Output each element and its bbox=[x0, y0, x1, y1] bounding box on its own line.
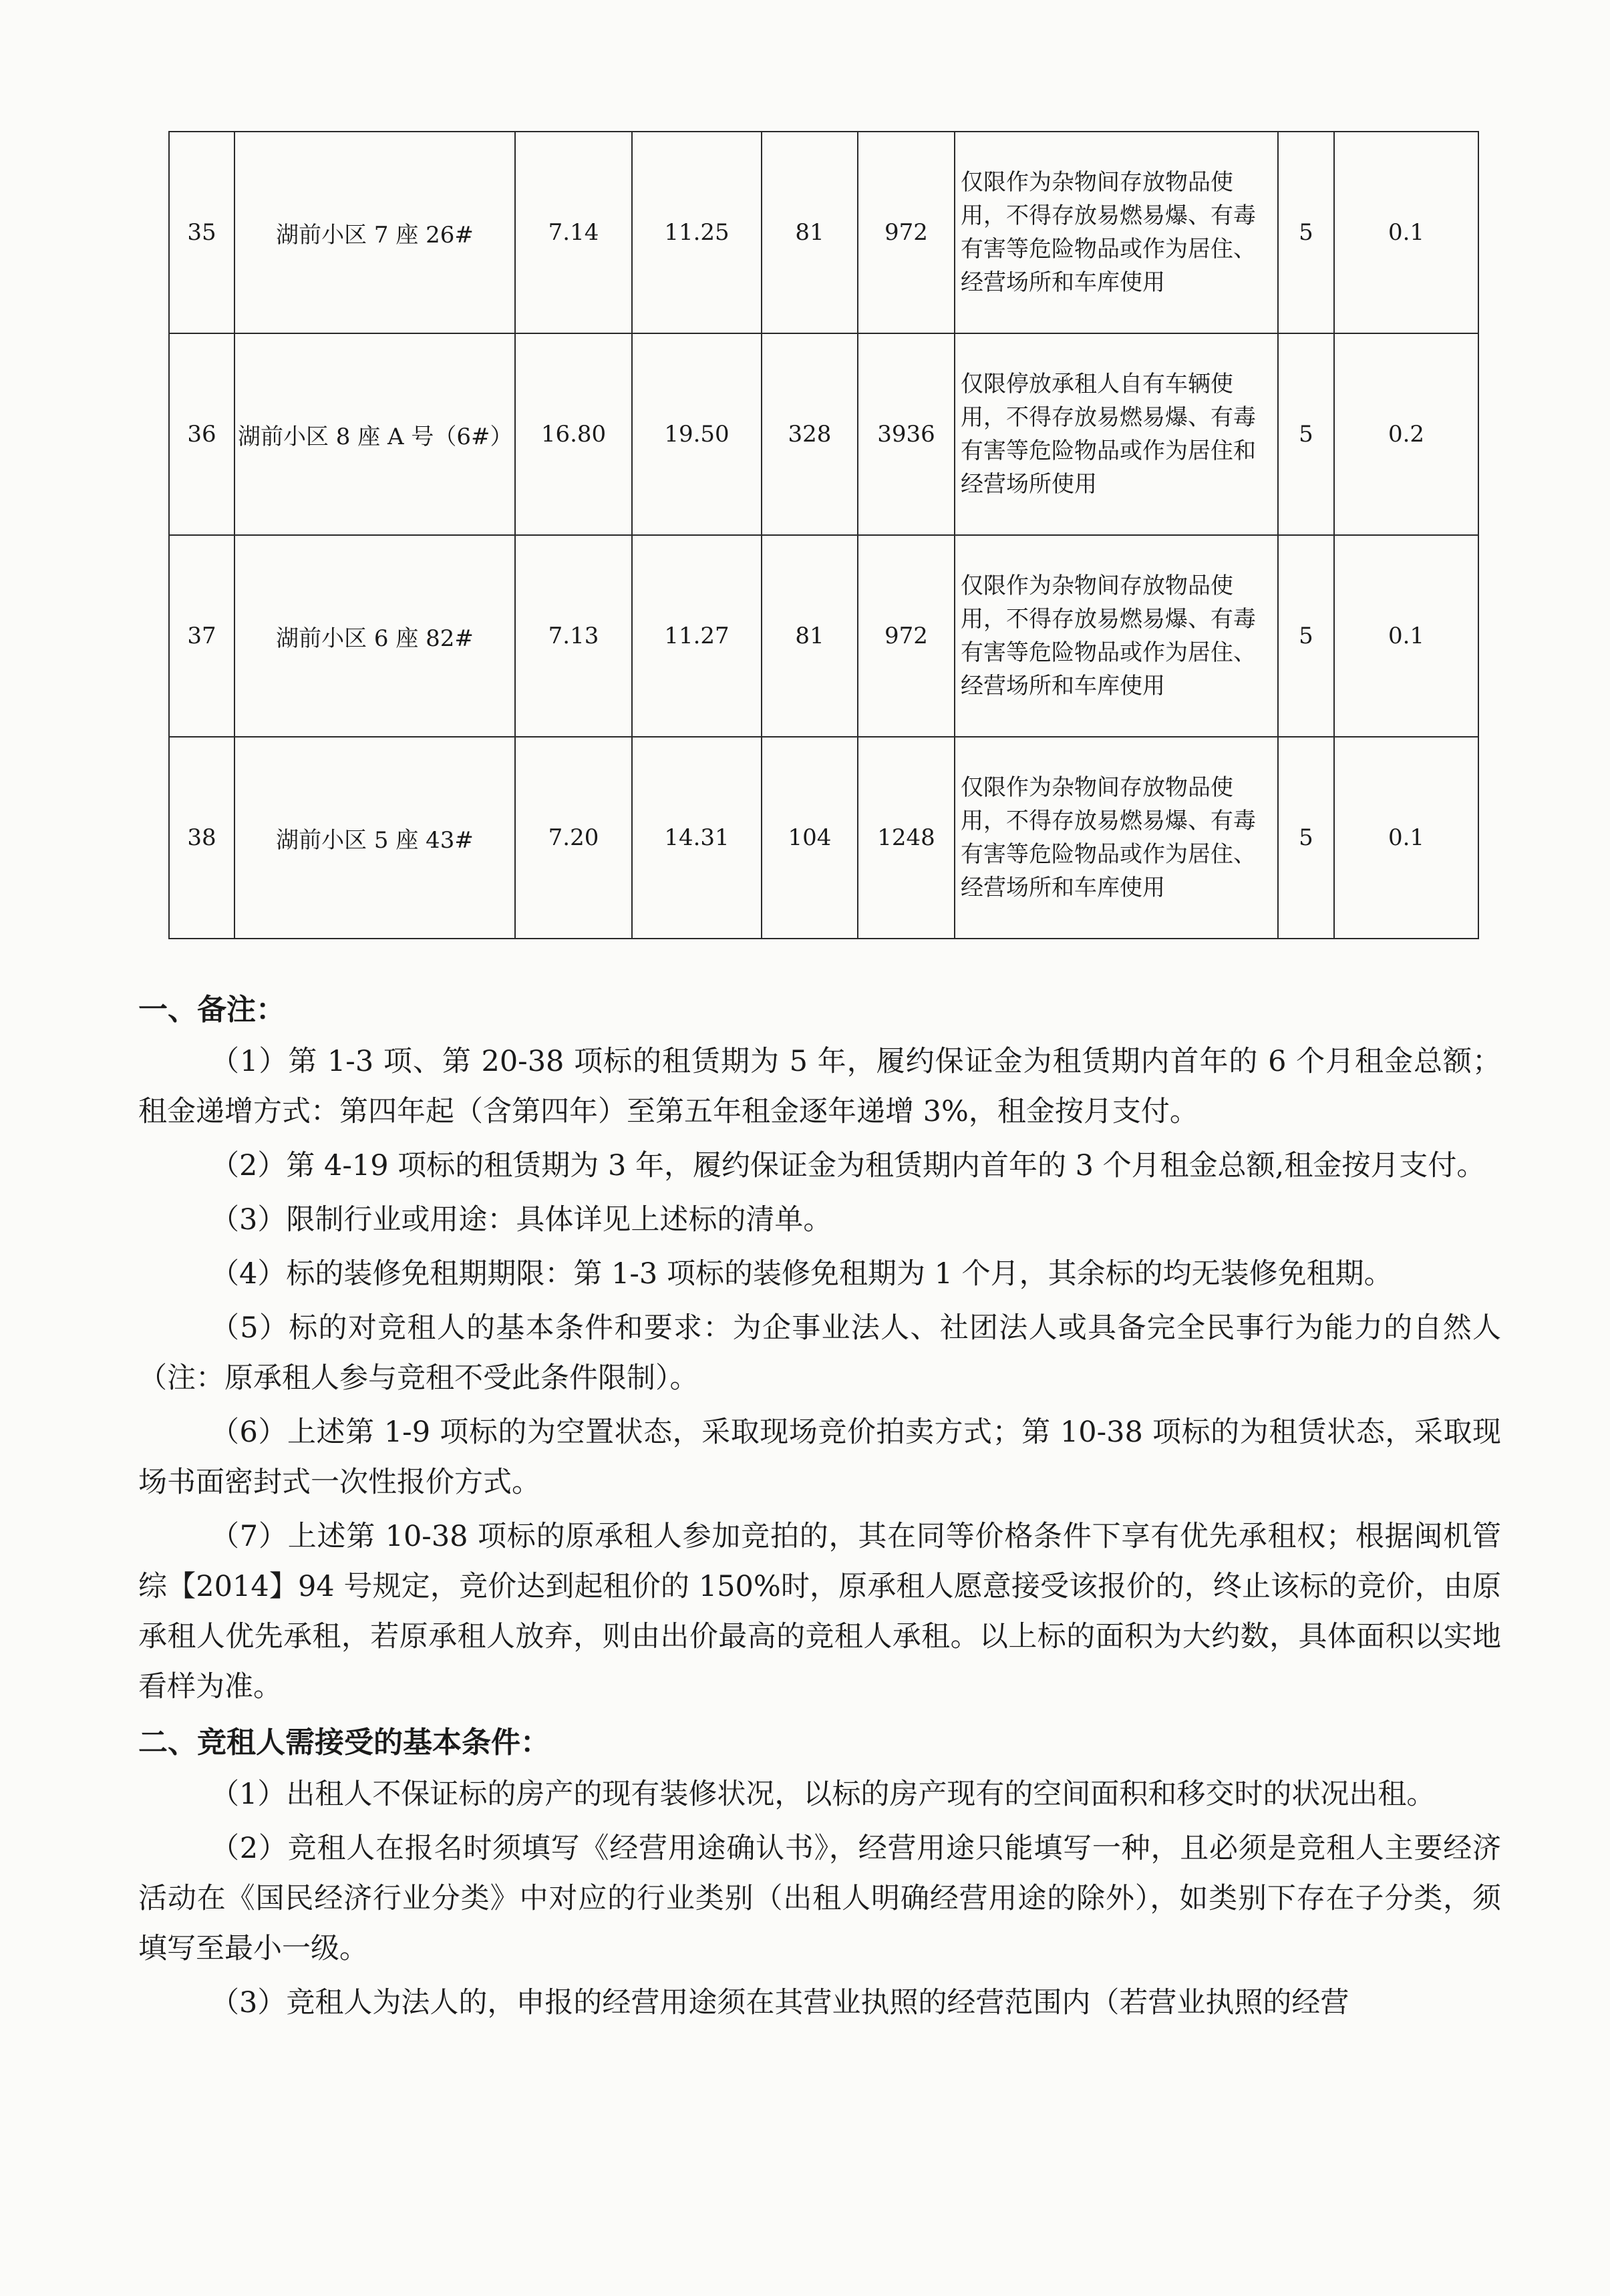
cell-value: 972 bbox=[858, 535, 955, 737]
cell-value: 14.31 bbox=[632, 737, 762, 939]
cell-no: 35 bbox=[169, 132, 234, 333]
cell-use: 仅限作为杂物间存放物品使用，不得存放易燃易爆、有毒有害等危险物品或作为居住、经营场所和车库使用 bbox=[955, 737, 1278, 939]
cell-location: 湖前小区 8 座 A 号（6#） bbox=[234, 333, 515, 535]
cell-value: 5 bbox=[1278, 333, 1334, 535]
cell-value: 0.1 bbox=[1334, 535, 1478, 737]
cell-value: 11.25 bbox=[632, 132, 762, 333]
cell-value: 328 bbox=[762, 333, 858, 535]
cell-value: 104 bbox=[762, 737, 858, 939]
cell-value: 7.13 bbox=[515, 535, 632, 737]
cell-value: 81 bbox=[762, 132, 858, 333]
note-paragraph: （1）第 1-3 项、第 20-38 项标的租赁期为 5 年，履约保证金为租赁期内首年的 6 个月租金总额；租金递增方式：第四年起（含第四年）至第五年租金逐年递增 3%，租金按月支付。 bbox=[138, 1045, 1501, 1128]
table-row bbox=[169, 333, 1478, 535]
table-row bbox=[169, 132, 1478, 333]
cell-value: 972 bbox=[858, 132, 955, 333]
lots-table bbox=[168, 131, 1479, 939]
note-paragraph: （2）第 4-19 项标的租赁期为 3 年，履约保证金为租赁期内首年的 3 个月租金总额,租金按月支付。 bbox=[210, 1149, 1486, 1182]
cell-value: 81 bbox=[762, 535, 858, 737]
cell-value: 0.1 bbox=[1334, 737, 1478, 939]
section-heading: 一、备注： bbox=[138, 993, 285, 1027]
table-row bbox=[169, 535, 1478, 737]
cell-value: 5 bbox=[1278, 132, 1334, 333]
cell-use: 仅限停放承租人自有车辆使用，不得存放易燃易爆、有毒有害等危险物品或作为居住和经营场所使用 bbox=[955, 333, 1278, 535]
section-heading: 二、竞租人需接受的基本条件： bbox=[138, 1726, 550, 1760]
cell-value: 11.27 bbox=[632, 535, 762, 737]
cell-value: 7.20 bbox=[515, 737, 632, 939]
cell-no: 38 bbox=[169, 737, 234, 939]
cell-location: 湖前小区 6 座 82# bbox=[234, 535, 515, 737]
cell-value: 5 bbox=[1278, 535, 1334, 737]
cell-use: 仅限作为杂物间存放物品使用，不得存放易燃易爆、有毒有害等危险物品或作为居住、经营场所和车库使用 bbox=[955, 535, 1278, 737]
cell-location: 湖前小区 5 座 43# bbox=[234, 737, 515, 939]
note-paragraph: （5）标的对竞租人的基本条件和要求：为企事业法人、社团法人或具备完全民事行为能力的自然人（注：原承租人参与竞租不受此条件限制）。 bbox=[138, 1311, 1501, 1395]
cell-value: 1248 bbox=[858, 737, 955, 939]
cell-location: 湖前小区 7 座 26# bbox=[234, 132, 515, 333]
note-paragraph: （4）标的装修免租期期限：第 1-3 项标的装修免租期为 1 个月，其余标的均无装修免租期。 bbox=[210, 1257, 1393, 1291]
notes-body bbox=[138, 983, 1501, 2032]
condition-paragraph: （2）竞租人在报名时须填写《经营用途确认书》，经营用途只能填写一种，且必须是竞租人主要经济活动在《国民经济行业分类》中对应的行业类别（出租人明确经营用途的除外），如类别下存在子分类，须填写至最小一级。 bbox=[138, 1832, 1501, 1965]
note-paragraph: （6）上述第 1-9 项标的为空置状态，采取现场竞价拍卖方式；第 10-38 项标的为租赁状态，采取现场书面密封式一次性报价方式。 bbox=[138, 1416, 1501, 1499]
table-row bbox=[169, 737, 1478, 939]
cell-value: 5 bbox=[1278, 737, 1334, 939]
cell-use: 仅限作为杂物间存放物品使用，不得存放易燃易爆、有毒有害等危险物品或作为居住、经营场所和车库使用 bbox=[955, 132, 1278, 333]
cell-no: 37 bbox=[169, 535, 234, 737]
cell-value: 16.80 bbox=[515, 333, 632, 535]
cell-value: 3936 bbox=[858, 333, 955, 535]
cell-value: 0.2 bbox=[1334, 333, 1478, 535]
condition-paragraph: （1）出租人不保证标的房产的现有装修状况，以标的房产现有的空间面积和移交时的状况出租。 bbox=[210, 1778, 1436, 1811]
cell-no: 36 bbox=[169, 333, 234, 535]
cell-value: 0.1 bbox=[1334, 132, 1478, 333]
condition-paragraph: （3）竞租人为法人的，申报的经营用途须在其营业执照的经营范围内（若营业执照的经营 bbox=[210, 1986, 1349, 2019]
cell-value: 7.14 bbox=[515, 132, 632, 333]
cell-value: 19.50 bbox=[632, 333, 762, 535]
note-paragraph: （7）上述第 10-38 项标的原承租人参加竞拍的，其在同等价格条件下享有优先承租权；根据闽机管综【2014】94 号规定，竞价达到起租价的 150%时，原承租人愿意接受该报价的，终止该标的竞价，由原承租人优先承租，若原承租人放弃，则由出价最高的竞租人承租。以上标的面积为大约数，具体面积以实地看样为准。 bbox=[138, 1520, 1501, 1703]
note-paragraph: （3）限制行业或用途：具体详见上述标的清单。 bbox=[210, 1203, 832, 1237]
